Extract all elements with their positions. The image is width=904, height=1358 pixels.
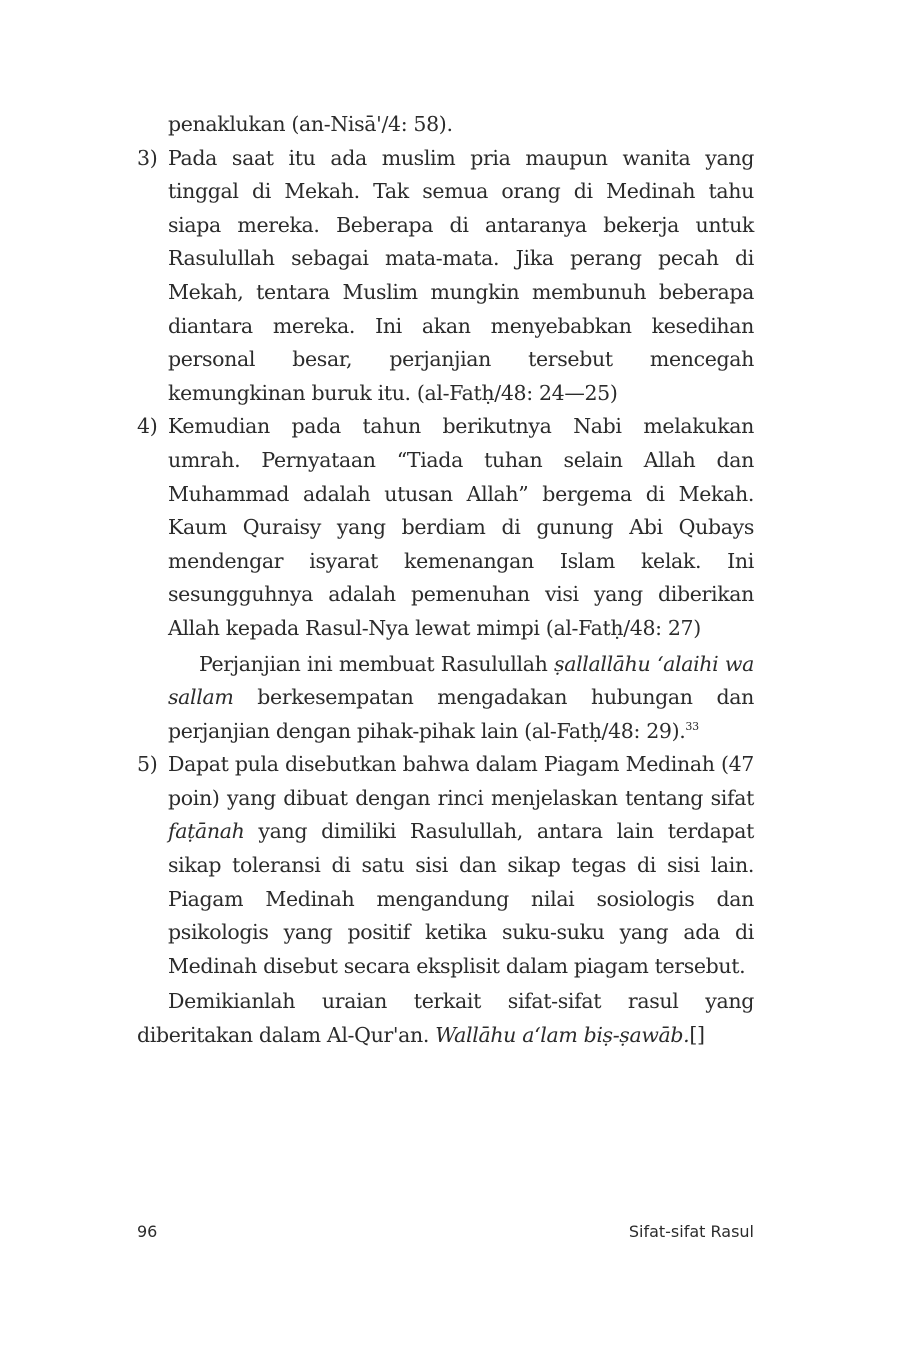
term-italic: faṭānah [168,819,245,844]
list-item-4 [137,410,754,748]
continued-paragraph: penaklukan (an-Nisā'/4: 58). [168,112,453,136]
sub-paragraph-text: Perjanjian ini membuat Rasulullah [199,651,555,676]
closing-text: Demikianlah uraian terkait sifat-sifat rasul yang diberitakan dalam Al-Qur'an. [137,989,754,1048]
list-item-content [168,410,754,748]
sub-paragraph [168,648,754,749]
list-item-3 [137,142,754,411]
running-title: Sifat-sifat Rasul [628,1222,754,1241]
closing-italic: Wallāhu a‘lam biṣ-ṣawāb. [435,1023,690,1048]
page-number: 96 [137,1222,158,1241]
list-item-text: Pada saat itu ada muslim pria maupun wanita yang tinggal di Mekah. Tak semua orang di Medinah tahu siapa mereka. Beberapa di antaranya bekerja untuk Rasulullah sebagai mata-mata. Jika perang pecah di Mekah, tentara Muslim mungkin membunuh beberapa diantara mereka. Ini akan menyebabkan kesedihan personal besar, perjanjian tersebut mencegah kemungkinan buruk itu. (al-Fatḥ/48: 24—25) [168,145,754,405]
page-footer [137,1222,754,1241]
list-number: 3) [137,145,158,170]
list-item-text-a: Dapat pula disebutkan bahwa dalam Piagam Medinah (47 poin) yang dibuat dengan rinci menjelaskan tentang sifat [168,752,754,810]
closing-paragraph [137,985,754,1052]
list-number: 5) [137,752,158,777]
list-item-text-b: yang dimiliki Rasulullah, antara lain terdapat sikap toleransi di satu sisi dan sikap tegas di sisi lain. Piagam Medinah mengandung nilai sosiologis dan psikologis yang positif ketika suku-suku yang ada di Medinah disebut secara eksplisit dalam piagam tersebut. [168,819,754,978]
list-item-text: Kemudian pada tahun berikutnya Nabi melakukan umrah. Pernyataan “Tiada tuhan selain Allah dan Muhammad adalah utusan Allah” bergema di Mekah. Kaum Quraisy yang berdiam di gunung Abi Qubays mendengar isyarat kemenangan Islam kelak. Ini sesungguhnya adalah pemenuhan visi yang diberikan Allah kepada Rasul-Nya lewat mimpi (al-Fatḥ/48: 27) [168,414,754,640]
list-item-5 [137,748,754,983]
honorific-italic: ṣallallāhu ‘alaihi wa sallam [168,651,754,710]
list-item-text [168,748,754,983]
list-number: 4) [137,414,158,439]
page-body [137,108,754,1053]
footnote-marker: 33 [685,719,699,733]
end-mark: [] [689,1023,705,1048]
sub-paragraph-text-cont: berkesempatan mengadakan hubungan dan perjanjian dengan pihak-pihak lain (al-Fatḥ/48: 29). [168,685,754,743]
